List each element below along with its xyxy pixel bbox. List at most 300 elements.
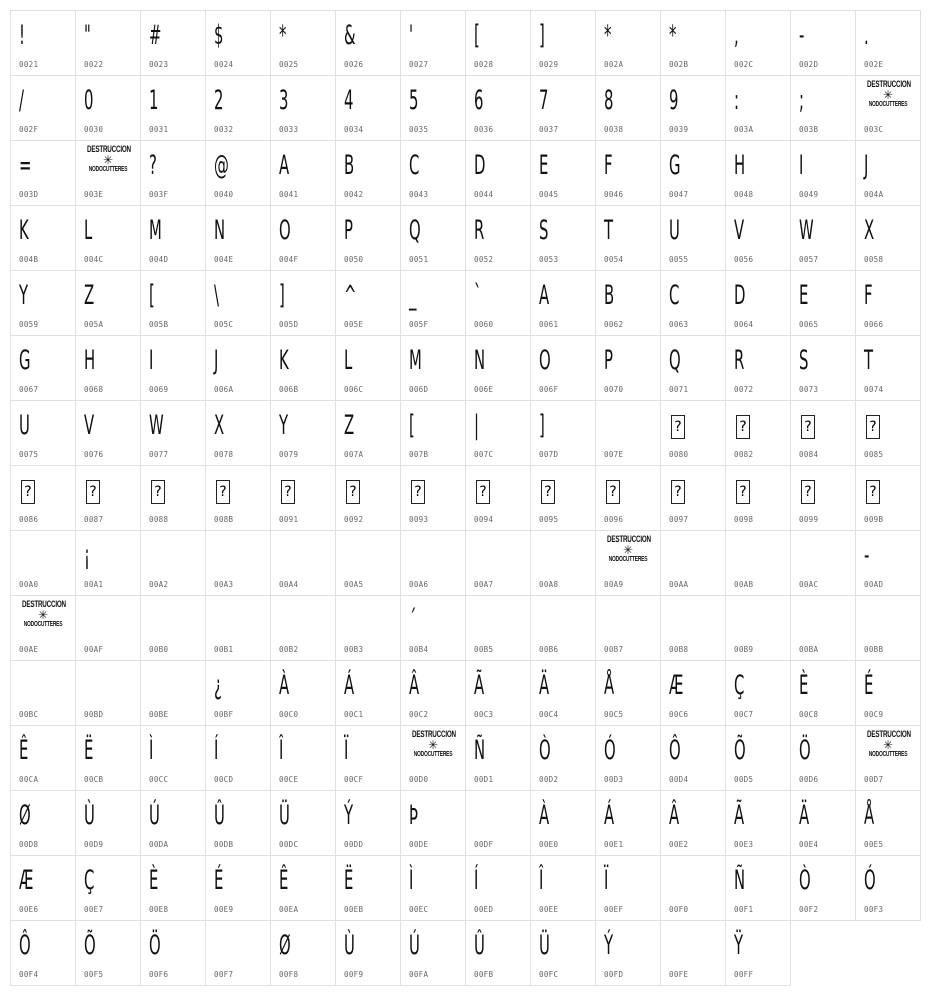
glyph-cell	[205, 530, 271, 596]
glyph-cell	[335, 270, 401, 336]
glyph: R	[734, 345, 745, 376]
glyph-cell	[10, 530, 76, 596]
glyph-code: 00E2	[669, 840, 689, 849]
glyph-cell	[140, 335, 206, 401]
glyph-code: 002E	[864, 60, 884, 69]
glyph: U	[669, 215, 680, 246]
glyph: L	[84, 215, 93, 246]
glyph: Â	[409, 670, 420, 701]
glyph-code: 0035	[409, 125, 429, 134]
glyph-code: 00C1	[344, 710, 364, 719]
glyph-cell	[335, 595, 401, 661]
missing-glyph-icon: ?	[21, 480, 35, 504]
glyph-code: 00C0	[279, 710, 299, 719]
glyph-code: 00AC	[799, 580, 819, 589]
glyph-code: 0063	[669, 320, 689, 329]
glyph-cell	[595, 270, 661, 336]
glyph-code: 003B	[799, 125, 819, 134]
glyph-cell	[75, 855, 141, 921]
glyph: Ø	[279, 930, 291, 961]
glyph-cell	[270, 75, 336, 141]
glyph-cell	[790, 595, 856, 661]
glyph: /	[19, 85, 25, 116]
glyph: Õ	[734, 735, 746, 766]
glyph-code: 00C4	[539, 710, 559, 719]
glyph: G	[669, 150, 681, 181]
glyph-cell	[465, 10, 531, 76]
glyph-code: 0064	[734, 320, 754, 329]
glyph-cell	[465, 75, 531, 141]
glyph-cell	[205, 400, 271, 466]
glyph-code: 0037	[539, 125, 559, 134]
glyph: Ì	[409, 865, 414, 896]
glyph: U	[19, 410, 30, 441]
glyph-cell	[10, 335, 76, 401]
glyph-cell	[465, 855, 531, 921]
glyph-cell	[725, 790, 791, 856]
glyph-cell	[855, 530, 921, 596]
glyph-cell	[855, 335, 921, 401]
glyph-cell	[595, 920, 661, 986]
glyph-cell	[465, 270, 531, 336]
glyph-code: 00AF	[84, 645, 104, 654]
glyph: Ë	[84, 735, 94, 766]
glyph-cell	[725, 660, 791, 726]
glyph-cell	[400, 335, 466, 401]
glyph: Å	[864, 800, 875, 831]
glyph-code: 0068	[84, 385, 104, 394]
glyph: Ï	[604, 865, 609, 896]
glyph: Ô	[19, 930, 31, 961]
glyph: ;	[799, 85, 805, 116]
glyph-code: 0084	[799, 450, 819, 459]
glyph-code: 00E9	[214, 905, 234, 914]
glyph-cell	[660, 400, 726, 466]
glyph-code: 00FF	[734, 970, 754, 979]
glyph-code: 00EF	[604, 905, 624, 914]
glyph-cell	[140, 10, 206, 76]
glyph: E	[799, 280, 809, 311]
glyph-cell	[205, 205, 271, 271]
glyph-code: 00BD	[84, 710, 104, 719]
glyph-cell	[660, 660, 726, 726]
glyph-code: 003E	[84, 190, 104, 199]
glyph-cell	[335, 335, 401, 401]
missing-glyph-icon: ?	[476, 480, 490, 504]
glyph: X	[864, 215, 875, 246]
glyph-code: 0065	[799, 320, 819, 329]
glyph-code: 00A5	[344, 580, 364, 589]
glyph-code: 0099	[799, 515, 819, 524]
glyph-code: 0042	[344, 190, 364, 199]
glyph-code: 0070	[604, 385, 624, 394]
glyph: K	[19, 215, 29, 246]
glyph-code: 00A6	[409, 580, 429, 589]
glyph-code: 00C8	[799, 710, 819, 719]
glyph-cell	[140, 920, 206, 986]
glyph-cell	[595, 725, 661, 791]
logo-line2: NODOCUTTERES	[88, 166, 128, 173]
glyph-code: 0077	[149, 450, 169, 459]
glyph-code: 006D	[409, 385, 429, 394]
glyph-cell	[140, 400, 206, 466]
glyph: N	[474, 345, 486, 376]
glyph-code: 0058	[864, 255, 884, 264]
glyph-cell	[205, 595, 271, 661]
glyph-cell	[270, 855, 336, 921]
glyph-cell	[270, 595, 336, 661]
glyph-cell	[140, 140, 206, 206]
glyph: C	[669, 280, 680, 311]
missing-glyph-icon: ?	[736, 415, 750, 439]
glyph-code: 0088	[149, 515, 169, 524]
glyph: Æ	[669, 670, 684, 701]
glyph-cell	[270, 465, 336, 531]
glyph-cell	[270, 660, 336, 726]
glyph-code: 0049	[799, 190, 819, 199]
glyph-cell	[400, 855, 466, 921]
glyph-cell	[595, 140, 661, 206]
glyph-cell	[400, 140, 466, 206]
logo-line1: DESTRUCCION	[87, 144, 131, 154]
missing-glyph-icon: ?	[801, 480, 815, 504]
glyph-code: 00A3	[214, 580, 234, 589]
glyph: Ó	[864, 865, 876, 896]
glyph: È	[149, 865, 159, 896]
glyph-cell	[725, 530, 791, 596]
logo-line2: NODOCUTTERES	[608, 556, 648, 563]
glyph-code: 00BA	[799, 645, 819, 654]
logo-line1: DESTRUCCION	[607, 534, 651, 544]
glyph-code: 0033	[279, 125, 299, 134]
glyph-cell	[205, 140, 271, 206]
glyph: Q	[669, 345, 681, 376]
glyph-code: 0074	[864, 385, 884, 394]
glyph: Ü	[539, 930, 550, 961]
glyph-code: 00C6	[669, 710, 689, 719]
glyph-cell	[400, 920, 466, 986]
glyph-cell	[660, 725, 726, 791]
glyph-code: 00E3	[734, 840, 754, 849]
glyph-cell	[10, 595, 76, 661]
missing-glyph-icon: ?	[736, 480, 750, 504]
glyph-code: 00A9	[604, 580, 624, 589]
glyph-code: 0073	[799, 385, 819, 394]
glyph-code: 00EB	[344, 905, 364, 914]
glyph-cell	[270, 205, 336, 271]
glyph-code: 00AE	[19, 645, 39, 654]
glyph: $	[214, 20, 224, 51]
glyph-cell	[335, 790, 401, 856]
glyph: Å	[604, 670, 615, 701]
glyph-code: 00E4	[799, 840, 819, 849]
glyph-code: 0040	[214, 190, 234, 199]
glyph: Î	[279, 735, 284, 766]
glyph-cell	[270, 530, 336, 596]
glyph: ¡	[84, 540, 90, 571]
glyph-cell	[595, 595, 661, 661]
glyph: Ù	[344, 930, 355, 961]
glyph-cell	[400, 725, 466, 791]
glyph-code: 004C	[84, 255, 104, 264]
glyph-cell	[270, 270, 336, 336]
missing-glyph-icon: ?	[606, 480, 620, 504]
glyph-cell	[10, 205, 76, 271]
glyph: W	[799, 215, 814, 246]
glyph-cell	[660, 920, 726, 986]
glyph-code: 0056	[734, 255, 754, 264]
glyph: [	[409, 410, 415, 441]
glyph-cell	[790, 660, 856, 726]
glyph-grid	[10, 10, 920, 985]
glyph-cell	[75, 400, 141, 466]
glyph-code: 00FE	[669, 970, 689, 979]
glyph-code: 0078	[214, 450, 234, 459]
glyph: [	[149, 280, 155, 311]
missing-glyph-icon: ?	[541, 480, 555, 504]
glyph: F	[864, 280, 873, 311]
glyph: Ò	[539, 735, 551, 766]
glyph-cell	[660, 205, 726, 271]
glyph-code: 007C	[474, 450, 494, 459]
glyph: G	[19, 345, 31, 376]
glyph: 6	[474, 85, 484, 116]
glyph-code: 0024	[214, 60, 234, 69]
glyph: M	[149, 215, 162, 246]
glyph-code: 00F6	[149, 970, 169, 979]
logo-glyph	[598, 534, 658, 563]
glyph-cell	[660, 10, 726, 76]
glyph: M	[409, 345, 422, 376]
glyph-code: 0066	[864, 320, 884, 329]
glyph-code: 0080	[669, 450, 689, 459]
glyph-cell	[465, 205, 531, 271]
glyph-code: 00D0	[409, 775, 429, 784]
glyph-cell	[790, 10, 856, 76]
glyph-cell	[660, 140, 726, 206]
glyph-code: 002F	[19, 125, 39, 134]
glyph: Ÿ	[734, 930, 744, 961]
glyph: Ö	[149, 930, 161, 961]
glyph-code: 00FB	[474, 970, 494, 979]
logo-line2: NODOCUTTERES	[868, 751, 908, 758]
glyph: Ê	[279, 865, 289, 896]
glyph-cell	[465, 660, 531, 726]
glyph-cell	[75, 530, 141, 596]
glyph-cell	[790, 400, 856, 466]
glyph-cell	[595, 660, 661, 726]
glyph: Ï	[344, 735, 349, 766]
glyph-code: 003D	[19, 190, 39, 199]
logo-line1: DESTRUCCION	[412, 729, 456, 739]
glyph: *	[669, 20, 677, 51]
glyph-code: 00B6	[539, 645, 559, 654]
logo-line2: NODOCUTTERES	[413, 751, 453, 758]
glyph-cell	[400, 270, 466, 336]
glyph-cell	[75, 465, 141, 531]
glyph-cell	[725, 400, 791, 466]
glyph-code: 00DF	[474, 840, 494, 849]
glyph: O	[279, 215, 291, 246]
glyph-cell	[205, 10, 271, 76]
glyph-cell	[270, 140, 336, 206]
glyph: ´	[409, 605, 417, 636]
glyph-cell	[530, 400, 596, 466]
glyph-code: 0031	[149, 125, 169, 134]
glyph-code: 0085	[864, 450, 884, 459]
glyph: 5	[409, 85, 419, 116]
glyph-code: 0051	[409, 255, 429, 264]
glyph-cell	[465, 790, 531, 856]
glyph-cell	[335, 465, 401, 531]
glyph: Ø	[19, 800, 31, 831]
glyph-cell	[270, 725, 336, 791]
glyph-code: 00E7	[84, 905, 104, 914]
glyph: Ö	[799, 735, 811, 766]
glyph-code: 00D1	[474, 775, 494, 784]
glyph-code: 0044	[474, 190, 494, 199]
glyph-cell	[530, 595, 596, 661]
glyph-code: 0045	[539, 190, 559, 199]
cross-icon: ✳	[882, 738, 894, 752]
glyph-code: 005C	[214, 320, 234, 329]
glyph-cell	[205, 270, 271, 336]
glyph-cell	[530, 140, 596, 206]
glyph-code: 0039	[669, 125, 689, 134]
glyph-code: 005B	[149, 320, 169, 329]
glyph-cell	[595, 205, 661, 271]
glyph-code: 0030	[84, 125, 104, 134]
glyph-code: 0027	[409, 60, 429, 69]
glyph-code: 00A2	[149, 580, 169, 589]
glyph-cell	[205, 465, 271, 531]
glyph-cell	[335, 10, 401, 76]
glyph-cell	[335, 75, 401, 141]
glyph-cell	[725, 75, 791, 141]
glyph: È	[799, 670, 809, 701]
glyph-cell	[335, 660, 401, 726]
glyph: Ñ	[734, 865, 746, 896]
glyph: Î	[539, 865, 544, 896]
glyph: T	[864, 345, 874, 376]
glyph-cell	[205, 335, 271, 401]
glyph-cell	[595, 790, 661, 856]
glyph-code: 005F	[409, 320, 429, 329]
glyph: =	[19, 150, 32, 181]
glyph-code: 0028	[474, 60, 494, 69]
glyph-cell	[790, 270, 856, 336]
glyph: Ù	[84, 800, 95, 831]
glyph-code: 00CB	[84, 775, 104, 784]
glyph-code: 00A4	[279, 580, 299, 589]
glyph-cell	[400, 790, 466, 856]
glyph-code: 00F8	[279, 970, 299, 979]
glyph-code: 00E6	[19, 905, 39, 914]
missing-glyph-icon: ?	[411, 480, 425, 504]
glyph: Z	[84, 280, 95, 311]
glyph-code: 00F9	[344, 970, 364, 979]
glyph: L	[344, 345, 353, 376]
glyph-cell	[855, 660, 921, 726]
glyph-cell	[465, 465, 531, 531]
glyph: Í	[214, 735, 219, 766]
glyph: &	[344, 20, 356, 51]
glyph: `	[474, 280, 482, 311]
glyph: Á	[604, 800, 615, 831]
glyph-code: 0034	[344, 125, 364, 134]
glyph-code: 0095	[539, 515, 559, 524]
glyph-cell	[660, 595, 726, 661]
glyph-code: 0091	[279, 515, 299, 524]
glyph-cell	[465, 140, 531, 206]
glyph: O	[539, 345, 551, 376]
glyph-code: 00C2	[409, 710, 429, 719]
missing-glyph-icon: ?	[346, 480, 360, 504]
glyph-cell	[205, 920, 271, 986]
glyph-code: 0082	[734, 450, 754, 459]
glyph: À	[279, 670, 290, 701]
glyph: Ë	[344, 865, 354, 896]
glyph-cell	[855, 855, 921, 921]
glyph: W	[149, 410, 164, 441]
glyph-cell	[855, 595, 921, 661]
glyph-cell	[75, 140, 141, 206]
glyph-code: 005A	[84, 320, 104, 329]
glyph-code: 004F	[279, 255, 299, 264]
glyph-cell	[270, 10, 336, 76]
cross-icon: ✳	[37, 608, 49, 622]
glyph-cell	[725, 920, 791, 986]
glyph-code: 0047	[669, 190, 689, 199]
glyph-code: 0079	[279, 450, 299, 459]
glyph-code: 008B	[214, 515, 234, 524]
glyph: K	[279, 345, 289, 376]
glyph-code: 0048	[734, 190, 754, 199]
glyph-cell	[465, 595, 531, 661]
glyph-code: 0043	[409, 190, 429, 199]
glyph: ]	[539, 410, 545, 441]
glyph-cell	[335, 530, 401, 596]
glyph-cell	[725, 595, 791, 661]
glyph-code: 0038	[604, 125, 624, 134]
glyph: "	[84, 20, 91, 51]
glyph-code: 0052	[474, 255, 494, 264]
glyph-cell	[400, 205, 466, 271]
glyph-cell	[660, 855, 726, 921]
glyph-cell	[595, 10, 661, 76]
glyph-cell	[335, 205, 401, 271]
logo-glyph	[858, 729, 918, 758]
glyph: E	[539, 150, 549, 181]
glyph-code: 006A	[214, 385, 234, 394]
glyph-cell	[75, 595, 141, 661]
glyph-code: 00ED	[474, 905, 494, 914]
glyph-cell	[205, 790, 271, 856]
glyph-code: 00C3	[474, 710, 494, 719]
glyph-code: 00B2	[279, 645, 299, 654]
glyph-code: 0062	[604, 320, 624, 329]
missing-glyph-icon: ?	[801, 415, 815, 439]
glyph-cell	[595, 335, 661, 401]
glyph: Z	[344, 410, 355, 441]
glyph: Y	[19, 280, 29, 311]
glyph-code: 00C7	[734, 710, 754, 719]
glyph-cell	[75, 920, 141, 986]
glyph: B	[604, 280, 615, 311]
missing-glyph-icon: ?	[86, 480, 100, 504]
glyph-cell	[10, 140, 76, 206]
missing-glyph-icon: ?	[866, 415, 880, 439]
